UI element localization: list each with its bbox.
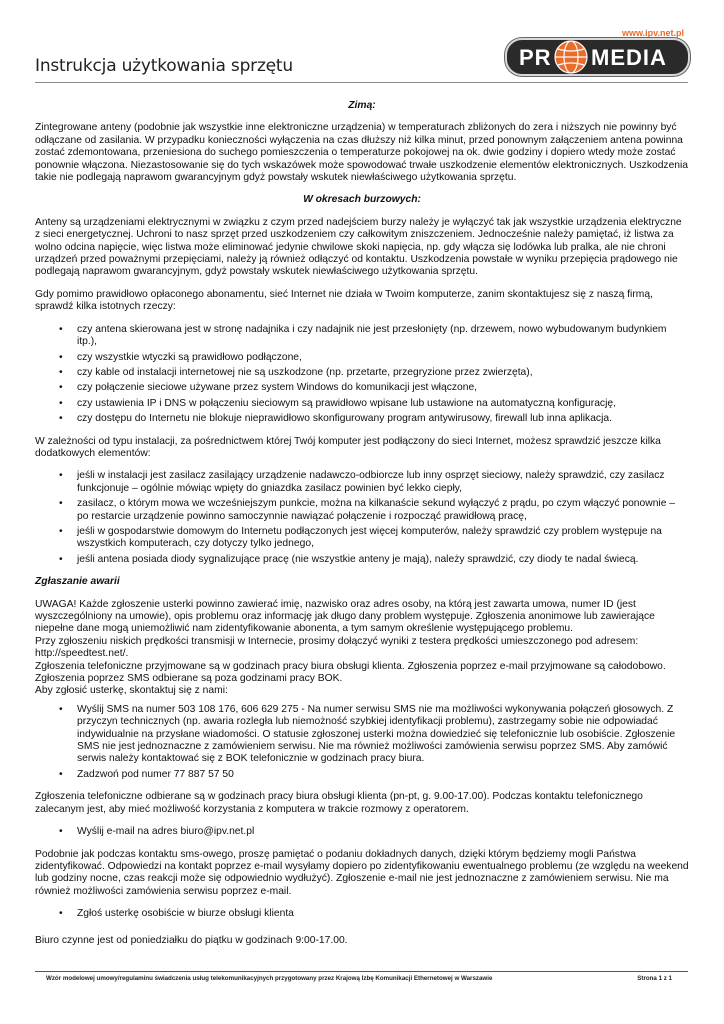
office-hours: Biuro czynne jest od poniedziałku do piątku w godzinach 9:00-17.00. (35, 934, 348, 946)
header-divider (35, 82, 688, 83)
storm-heading: W okresach burzowych: (303, 194, 421, 206)
list-item: • jeśli w instalacji jest zasilacz zasilający urządzenie nadawczo-odbiorcze lub inny osprzęt sieciowy, należy sprawdzić, czy zasilacz funkcjonuje – ogólnie mówiąc wpięty do gniazdka zasilacz powinien być lekko ciepły, (35, 470, 689, 495)
list-item: • Zgłoś usterkę osobiście w biurze obsługi klienta (35, 908, 689, 920)
list-item: • czy połączenie sieciowe używane przez system Windows do komunikacji jest włączone, (35, 382, 689, 394)
email-paragraph: Podobnie jak podczas kontaktu sms-owego, proszę pamiętać o podaniu dokładnych danych, dzięki którym będziemy mogli Państwa zidentyfikować. Odpowiedzi na kontakt poprzez e-mail wysyłamy dopiero po zidentyfikowaniu ewentualnego problemu (ze względu na weekend lub godziny nocne, czas reakcji może się odpowiednio wydłużyć). Zgłoszenie e-mail nie jest jednoznaczne z zamówieniem serwisu. Nie ma również możliwości zamówienia serwisu poprzez e-mail. (35, 848, 689, 897)
footer-note: Wzór modelowej umowy/regulaminu świadczenia usług telekomunikacyjnych przygotowany przez Krajową Izbę Komunikacji Ethernetowej w Warszawie (46, 975, 493, 982)
page-title: Instrukcja użytkowania sprzętu (35, 56, 293, 76)
list-item: • czy dostępu do Internetu nie blokuje nieprawidłowo skonfigurowany program antywirusowy, firewall lub inna aplikacja. (35, 413, 689, 425)
list-item: • Wyślij SMS na numer 503 108 176, 606 629 275 - Na numer serwisu SMS nie ma możliwości wykonywania połączeń głosowych. Z przyczyn technicznych (np. awaria rozległa lub niemożność szybkiej identyfikacji problemu), zastrzegamy sobie nie odpowiadać indywidualnie na przysłane wiadomości. O statusie zgłoszonej usterki można dowiedzieć się telefonicznie lub osobiście. Zgłoszenie SMS nie jest jednoznaczne z zamówieniem serwisu. Nie ma również możliwości zamówienia serwisu poprzez SMS. Aby zamówić serwis należy kontaktować się z BOK telefonicznie w godzinach pracy biura. (35, 704, 689, 766)
list-item: • czy antena skierowana jest w stronę nadajnika i czy nadajnik nie jest przesłonięty (np. drzewem, nowo wybudowanym budynkiem itp.), (35, 324, 689, 349)
phone-paragraph: Zgłoszenia telefoniczne odbierane są w godzinach pracy biura obsługi klienta (pn-pt, g. 9.00-17.00). Podczas kontaktu telefonicznego zalecanym jest, aby mieć możliwość korzystania z komputera w trakcie rozmowy z operatorem. (35, 791, 643, 815)
check-intro: Gdy pomimo prawidłowo opłaconego abonamentu, sieć Internet nie działa w Twoim komputerze, zanim skontaktujesz się z naszą firmą, sprawdź kilka istotnych rzeczy: (35, 288, 653, 313)
company-logo (505, 26, 688, 76)
list-item: • jeśli antena posiada diody sygnalizujące pracę (nie wszystkie anteny je mają), należy sprawdzić, czy diody te nadal świecą. (35, 554, 689, 566)
extra-intro: W zależności od typu instalacji, za pośrednictwem której Twój komputer jest podłączony do sieci Internet, możesz sprawdzić jeszcze kilka dodatkowych elementów: (35, 435, 661, 459)
footer-divider (35, 971, 688, 972)
report-paragraph-1: UWAGA! Każde zgłoszenie usterki powinno zawierać imię, nazwisko oraz adres osoby, na którą jest zawarta umowa, numer ID (jest wyszczególniony na umowie), opis problemu oraz informację jak długo dany problem występuje. Zgłoszenia anonimowe lub zawierające niepełne dane mogą uniemożliwić nam zidentyfikowanie abonenta, a tym samym określenie występującego problemu. (35, 598, 655, 635)
document-body (35, 100, 689, 957)
contact-list (35, 704, 689, 781)
check-list (35, 324, 689, 426)
storm-paragraph: Anteny są urządzeniami elektrycznymi w związku z czym przed nadejściem burzy należy je wyłączyć tak jak wszystkie urządzenia elektryczne z sieci energetycznej. Uchroni to nasz sprzęt przed uszkodzeniem czy całkowitym zniszczeniem. Jednocześnie należy pamiętać, iż listwa za wolno odcina napięcie, więc listwa może eliminować jedynie chwilowe skoki napięcia, np. gdy włącza się lodówka lub pralka, ale nie chroni urządzeń przed poważnymi przepięciami, należy ją również odłączyć od kontaktu. Uszkodzenia powstałe w wyniku przepięcia prądowego nie podlegają naprawom gwarancyjnym, gdyż powstały wskutek niewłaściwego użytkowania sprzętu. (35, 216, 682, 278)
list-item: • Wyślij e-mail na adres biuro@ipv.net.pl (35, 826, 689, 838)
list-item: • zasilacz, o którym mowa we wcześniejszym punkcie, można na kilkanaście sekund wyłączyć z prądu, po czym włączyć ponownie – po restarcie urządzenie powinno samoczynnie nawiązać połączenie i rozpocząć prawidłową pracę, (35, 498, 689, 523)
globe-icon (553, 39, 589, 75)
list-item: • czy wszystkie wtyczki są prawidłowo podłączone, (35, 352, 689, 364)
report-paragraph-6: Aby zgłosić usterkę, skontaktuj się z nami: (35, 685, 228, 697)
logo-text-left: PR (519, 45, 552, 70)
speedtest-link[interactable]: http://speedtest.net/. (35, 648, 129, 660)
report-paragraph-2: Przy zgłoszeniu niskich prędkości transmisji w Internecie, prosimy dołączyć wyniki z testera prędkości umieszczonego pod adresem: (35, 635, 639, 647)
logo-url: www.ipv.net.pl (621, 28, 684, 38)
page-number: Strona 1 z 1 (637, 975, 672, 982)
extra-list (35, 470, 689, 566)
list-item: • czy kable od instalacji internetowej nie są uszkodzone (np. przetarte, przegryzione przez zwierzęta), (35, 367, 689, 379)
list-item: • czy ustawienia IP i DNS w połączeniu sieciowym są prawidłowo wpisane lub ustawione na automatyczną konfigurację, (35, 398, 689, 410)
report-paragraph-4: Zgłoszenia telefoniczne przyjmowane są w godzinach pracy biura obsługi klienta. Zgłoszenia poprzez e-mail przyjmowane są całodobowo. (35, 660, 666, 672)
email-list (35, 826, 689, 838)
list-item: • jeśli w gospodarstwie domowym do Internetu podłączonych jest więcej komputerów, należy sprawdzić czy problem występuje na wszystkich komputerach, czy dotyczy tylko jednego, (35, 526, 689, 551)
report-heading: Zgłaszanie awarii (35, 576, 120, 588)
winter-paragraph: Zintegrowane anteny (podobnie jak wszystkie inne elektroniczne urządzenia) w temperaturach zbliżonych do zera i niższych nie powinny być odłączane od zasilania. W przypadku konieczności wyłączenia na czas dłuższy niż kilka minut, przed ponownym załączeniem antena powinna zostać zdemontowana, przeniesiona do suchego pomieszczenia o temperaturze pokojowej na ok. dwie godziny i dopiero wtedy może zostać ponownie włączona. Niezastosowanie się do tych wskazówek może spowodować trwałe uszkodzenie elementów elektronicznych. Uszkodzenia takie nie podlegają naprawom gwarancyjnym gdyż powstały wskutek niewłaściwego użytkowania sprzętu. (35, 122, 689, 184)
report-paragraph-5: Zgłoszenia poprzez SMS odbierane są poza godzinami pracy BOK. (35, 673, 343, 685)
logo-text-right: MEDIA (591, 45, 667, 70)
logo-badge (505, 38, 690, 76)
list-item: • Zadzwoń pod numer 77 887 57 50 (35, 769, 689, 781)
winter-heading: Zimą: (348, 100, 376, 111)
visit-list (35, 908, 689, 920)
